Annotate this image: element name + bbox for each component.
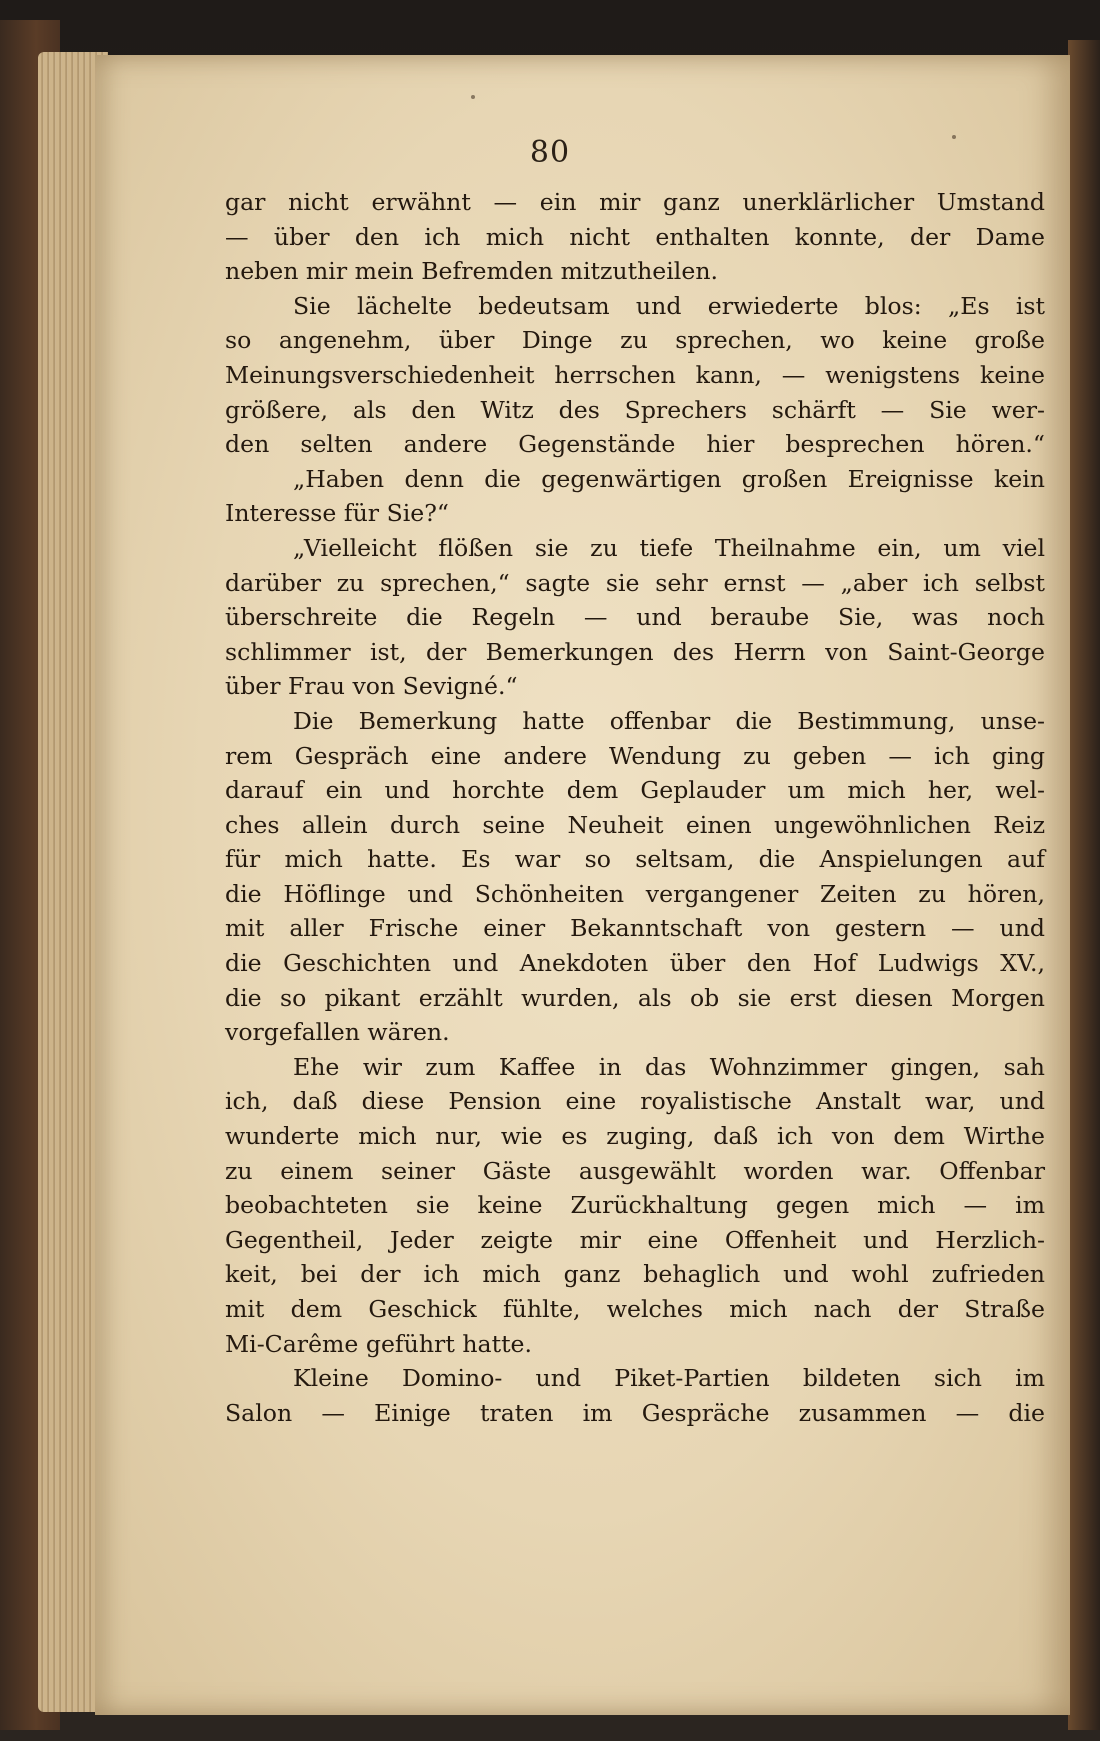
text-line: darüber zu sprechen,“ sagte sie sehr ernst — „aber ich selbst — [225, 568, 1045, 597]
text-line: Mi-Carême geführt hatte. — [225, 1329, 533, 1358]
text-line: die Geschichten und Anekdoten über den Hof Ludwigs XV., — [225, 949, 1045, 978]
text-line: Meinungsverschiedenheit herrschen kann, — wenigstens keine — [225, 360, 1045, 389]
text-line: mit dem Geschick fühlte, welches mich nach der Straße — [225, 1295, 1045, 1323]
text-line: ich, daß diese Pension eine royalistische Anstalt war, und — [225, 1087, 1045, 1116]
text-line: so angenehm, über Dinge zu sprechen, wo keine große — [225, 326, 1045, 355]
text-line: neben mir mein Befremden mitzutheilen. — [225, 257, 719, 286]
page-text — [225, 185, 1045, 1430]
text-line: Kleine Domino- und Piket-Partien bildeten sich im — [293, 1364, 1045, 1393]
text-line: die so pikant erzählt wurden, als ob sie erst diesen Morgen — [225, 983, 1045, 1012]
text-line: — über den ich mich nicht enthalten konnte, der Dame — [225, 222, 1045, 251]
text-line: Interesse für Sie?“ — [225, 499, 449, 528]
text-line: überschreite die Regeln — und beraube Sie, was noch — [225, 603, 1045, 632]
text-line: den selten andere Gegenstände hier besprechen hören.“ — [225, 430, 1045, 459]
page-number: 80 — [529, 135, 571, 170]
text-line: Gegentheil, Jeder zeigte mir eine Offenheit und Herzlich- — [225, 1225, 1045, 1254]
text-line: zu einem seiner Gäste ausgewählt worden war. Offenbar — [225, 1156, 1045, 1185]
text-line: die Höflinge und Schönheiten vergangener Zeiten zu hören, — [225, 879, 1045, 908]
text-line: ches allein durch seine Neuheit einen ungewöhnlichen Reiz — [225, 810, 1045, 839]
paper-speck — [471, 95, 475, 99]
text-line: keit, bei der ich mich ganz behaglich und wohl zufrieden — [225, 1260, 1045, 1289]
text-line: „Haben denn die gegenwärtigen großen Ereignisse kein — [293, 464, 1045, 493]
text-line: rem Gespräch eine andere Wendung zu geben — ich ging — [225, 741, 1045, 770]
text-line: gar nicht erwähnt — ein mir ganz unerklärlicher Umstand — [225, 188, 1045, 216]
text-line: schlimmer ist, der Bemerkungen des Herrn von Saint-George — [225, 637, 1045, 666]
text-line: vorgefallen wären. — [225, 1018, 450, 1047]
text-line: „Vielleicht flößen sie zu tiefe Theilnahme ein, um viel — [293, 533, 1045, 562]
text-line: Salon — Einige traten im Gespräche zusammen — die — [225, 1398, 1045, 1427]
text-line: Ehe wir zum Kaffee in das Wohnzimmer gingen, sah — [293, 1052, 1045, 1081]
text-line: mit aller Frische einer Bekanntschaft von gestern — und — [225, 914, 1045, 943]
text-line: über Frau von Sevigné.“ — [225, 672, 518, 701]
text-line: Die Bemerkung hatte offenbar die Bestimmung, unse- — [293, 706, 1045, 735]
text-line: für mich hatte. Es war so seltsam, die Anspielungen auf — [225, 845, 1045, 874]
text-line: größere, als den Witz des Sprechers schärft — Sie wer- — [225, 395, 1045, 424]
text-line: beobachteten sie keine Zurückhaltung gegen mich — im — [225, 1191, 1045, 1220]
text-line: wunderte mich nur, wie es zuging, daß ich von dem Wirthe — [225, 1122, 1045, 1151]
text-line: darauf ein und horchte dem Geplauder um mich her, wel- — [225, 776, 1045, 805]
book-cover-right — [1068, 40, 1100, 1730]
text-line: Sie lächelte bedeutsam und erwiederte blos: „Es ist — [293, 291, 1045, 320]
